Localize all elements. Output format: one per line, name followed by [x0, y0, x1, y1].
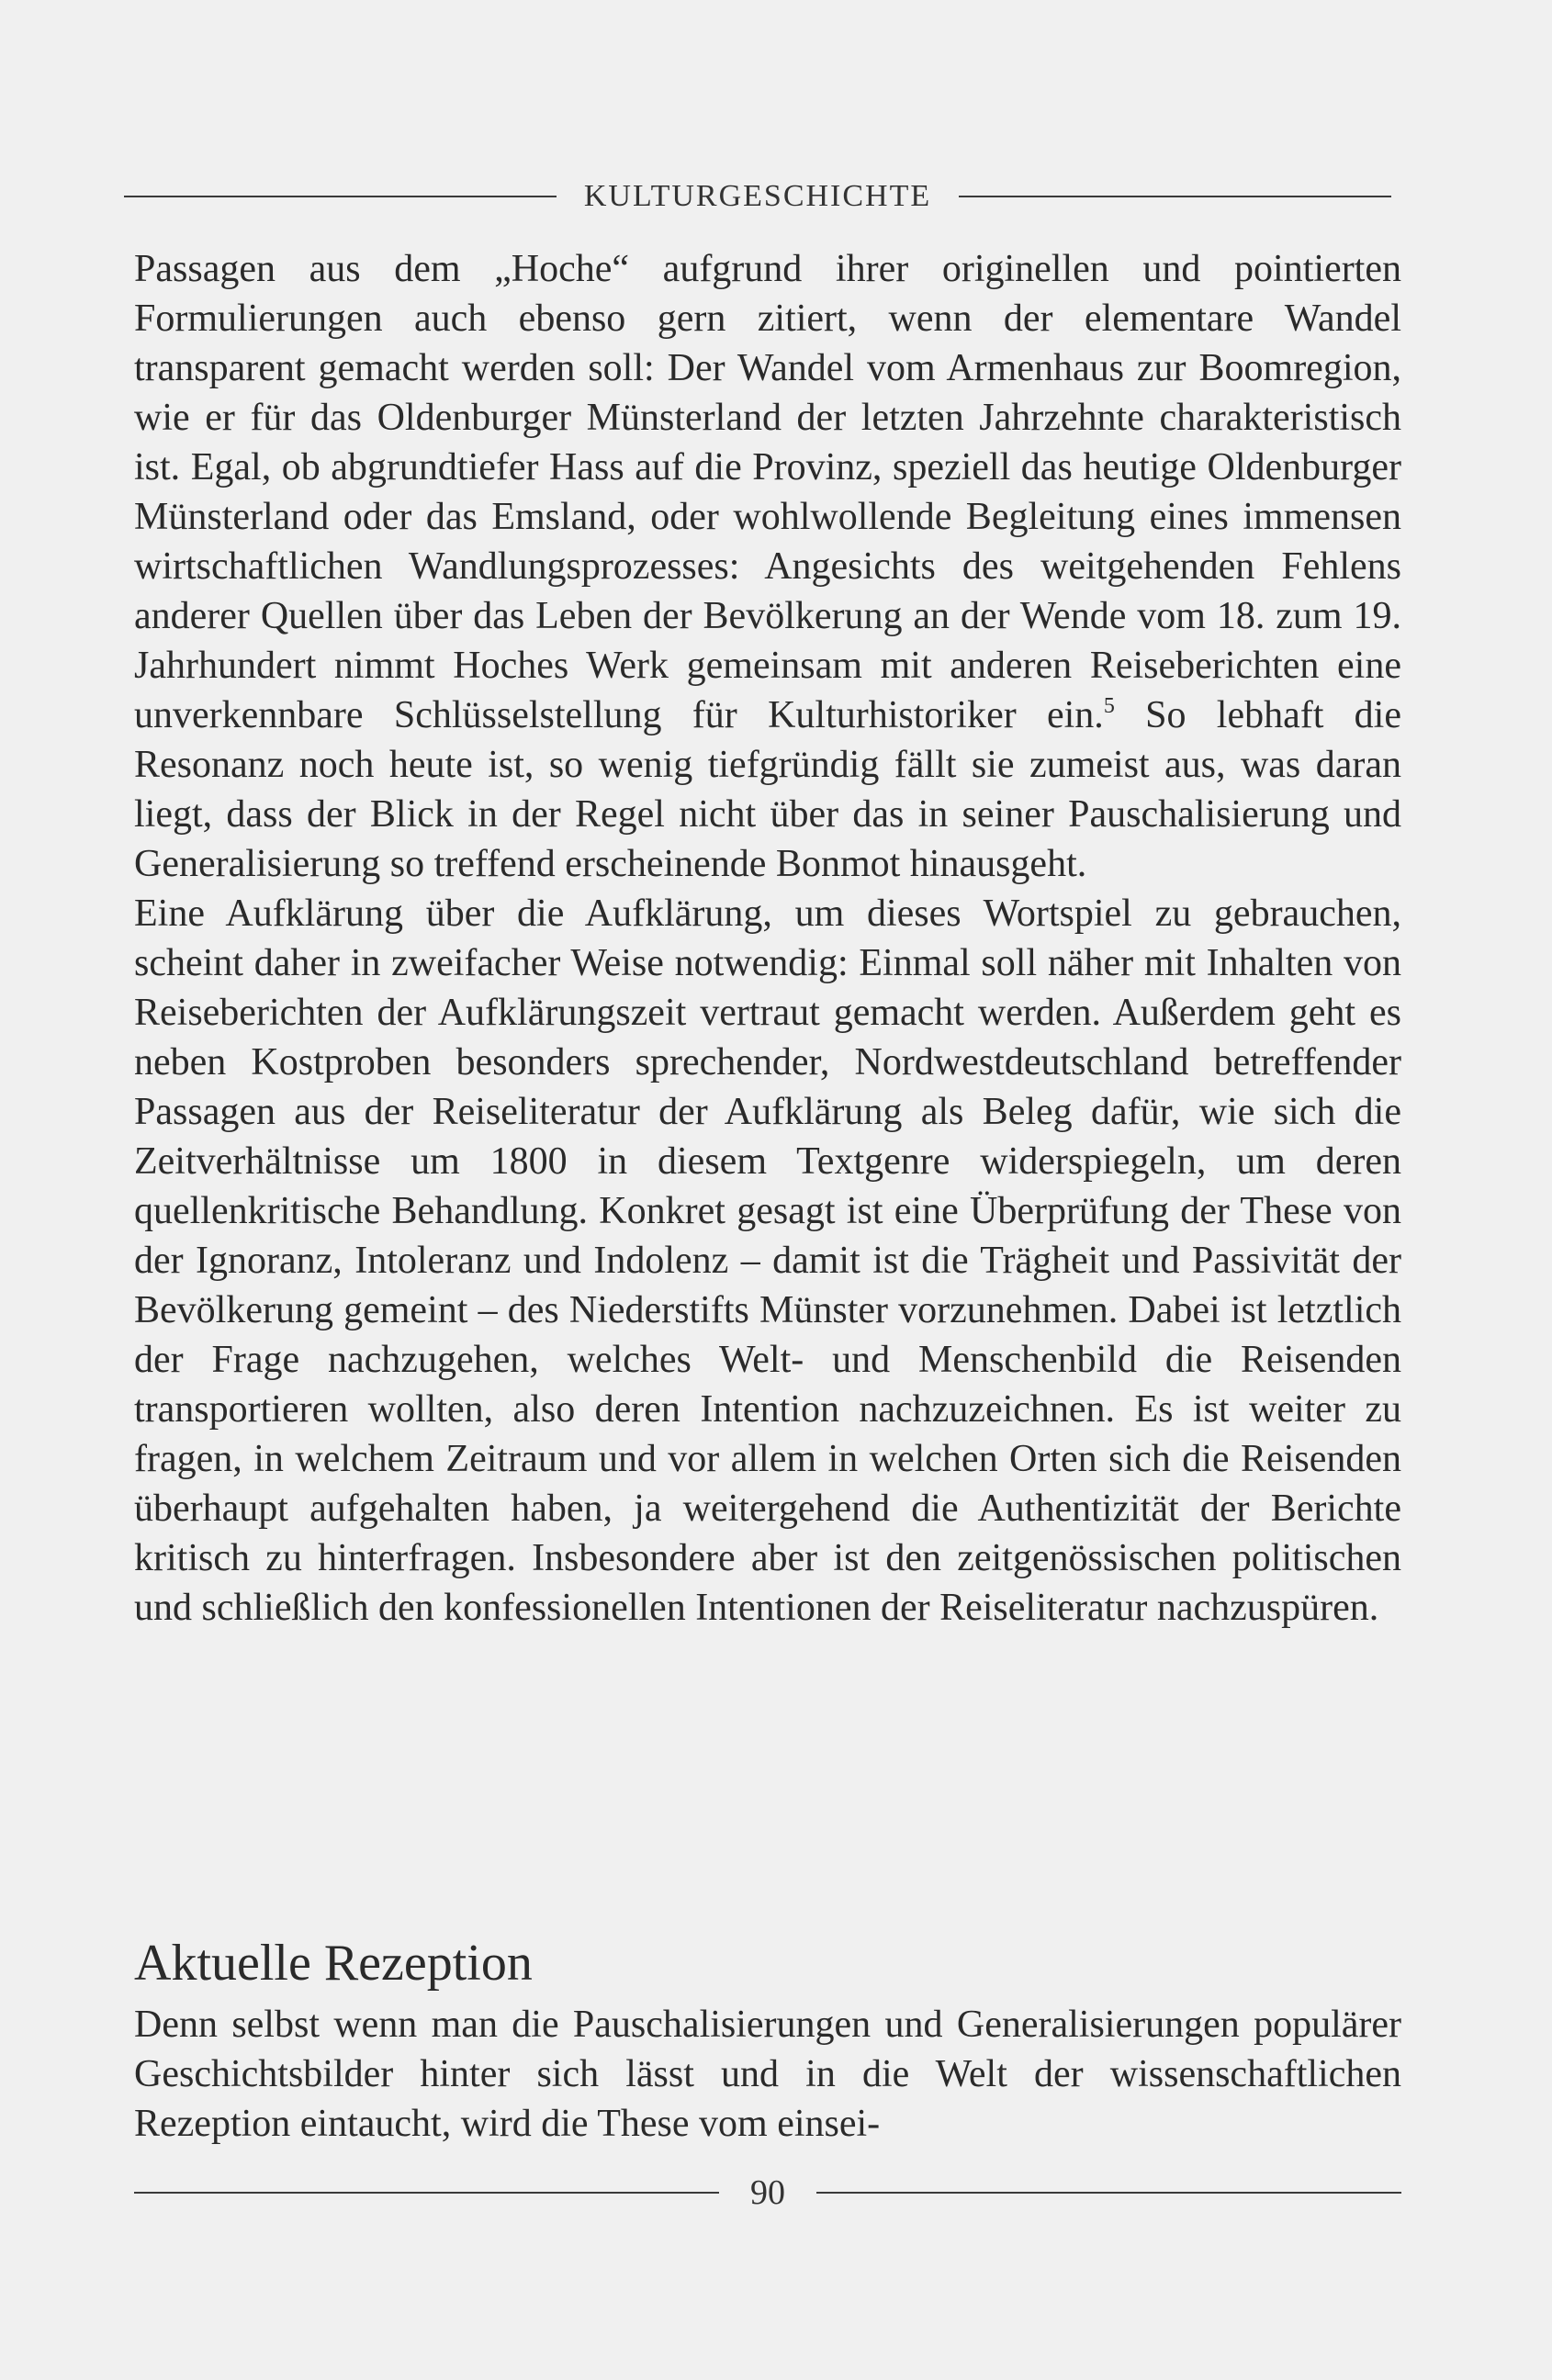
running-head	[124, 179, 1391, 214]
section-heading: Aktuelle Rezeption	[134, 1935, 533, 1992]
header-rule-right	[959, 196, 1391, 197]
page-footer	[134, 2172, 1401, 2213]
running-title: KULTURGESCHICHTE	[583, 179, 932, 213]
footer-rule-left	[134, 2192, 719, 2194]
paragraph-1-continuation: So lebhaft die Resonanz noch heute ist, so wenig tiefgründig fällt sie zumeist aus, was daran liegt, dass der Blick in der Regel nicht über das in seiner Pauschalisierung und Generalisierung so treffend erscheinende Bonmot hinausgeht.	[134, 694, 1401, 885]
paragraph-1	[134, 244, 1401, 889]
page-number: 90	[750, 2173, 785, 2212]
footnote-reference[interactable]: 5	[1103, 694, 1115, 718]
paragraph-1-text: Passagen aus dem „Hoche“ aufgrund ihrer originellen und pointierten Formulierungen auch ebenso gern zitiert, wenn der elementare Wandel transparent gemacht werden soll: Der Wandel vom Armenhaus zur Boomregion, wie er für das Oldenburger Münsterland der letzten Jahrzehnte charakteristisch ist. Egal, ob abgrundtiefer Hass auf die Provinz, speziell das heutige Oldenburger Münsterland oder das Emsland, oder wohlwollende Begleitung eines immensen wirtschaftlichen Wandlungsprozesses: Angesichts des weitgehenden Fehlens anderer Quellen über das Leben der Bevölkerung an der Wende vom 18. zum 19. Jahrhundert nimmt Hoches Werk gemeinsam mit anderen Reiseberichten eine unverkennbare Schlüsselstellung für Kulturhistoriker ein.	[134, 248, 1401, 736]
body-text	[134, 244, 1401, 1633]
footer-rule-right	[816, 2192, 1401, 2194]
header-rule-left	[124, 196, 557, 197]
paragraph-2: Eine Aufklärung über die Aufklärung, um dieses Wortspiel zu gebrauchen, scheint daher in zweifacher Weise notwendig: Einmal soll näher mit Inhalten von Reiseberichten der Aufklärungszeit vertraut gemacht werden. Außerdem geht es neben Kostproben besonders sprechender, Nordwestdeutschland betreffender Passagen aus der Reiseliteratur der Aufklärung als Beleg dafür, wie sich die Zeitverhältnisse um 1800 in diesem Textgenre widerspiegeln, um deren quellenkritische Behandlung. Konkret gesagt ist eine Überprüfung der These von der Ignoranz, Intoleranz und Indolenz – damit ist die Trägheit und Passivität der Bevölkerung gemeint – des Niederstifts Münster vorzunehmen. Dabei ist letztlich der Frage nachzugehen, welches Welt- und Menschenbild die Reisenden transportieren wollten, also deren Intention nachzuzeichnen. Es ist weiter zu fragen, in welchem Zeitraum und vor allem in welchen Orten sich die Reisenden überhaupt aufgehalten haben, ja weitergehend die Authentizität der Berichte kritisch zu hinterfragen. Insbesondere aber ist den zeitgenössischen politischen und schließlich den konfessionellen Intentionen der Reiseliteratur nachzuspüren.	[134, 892, 1401, 1629]
section-paragraph: Denn selbst wenn man die Pauschalisierungen und Generalisierungen populärer Geschichtsbilder hinter sich lässt und in die Welt der wissenschaftlichen Rezeption eintaucht, wird die These vom einsei-	[134, 2004, 1401, 2145]
